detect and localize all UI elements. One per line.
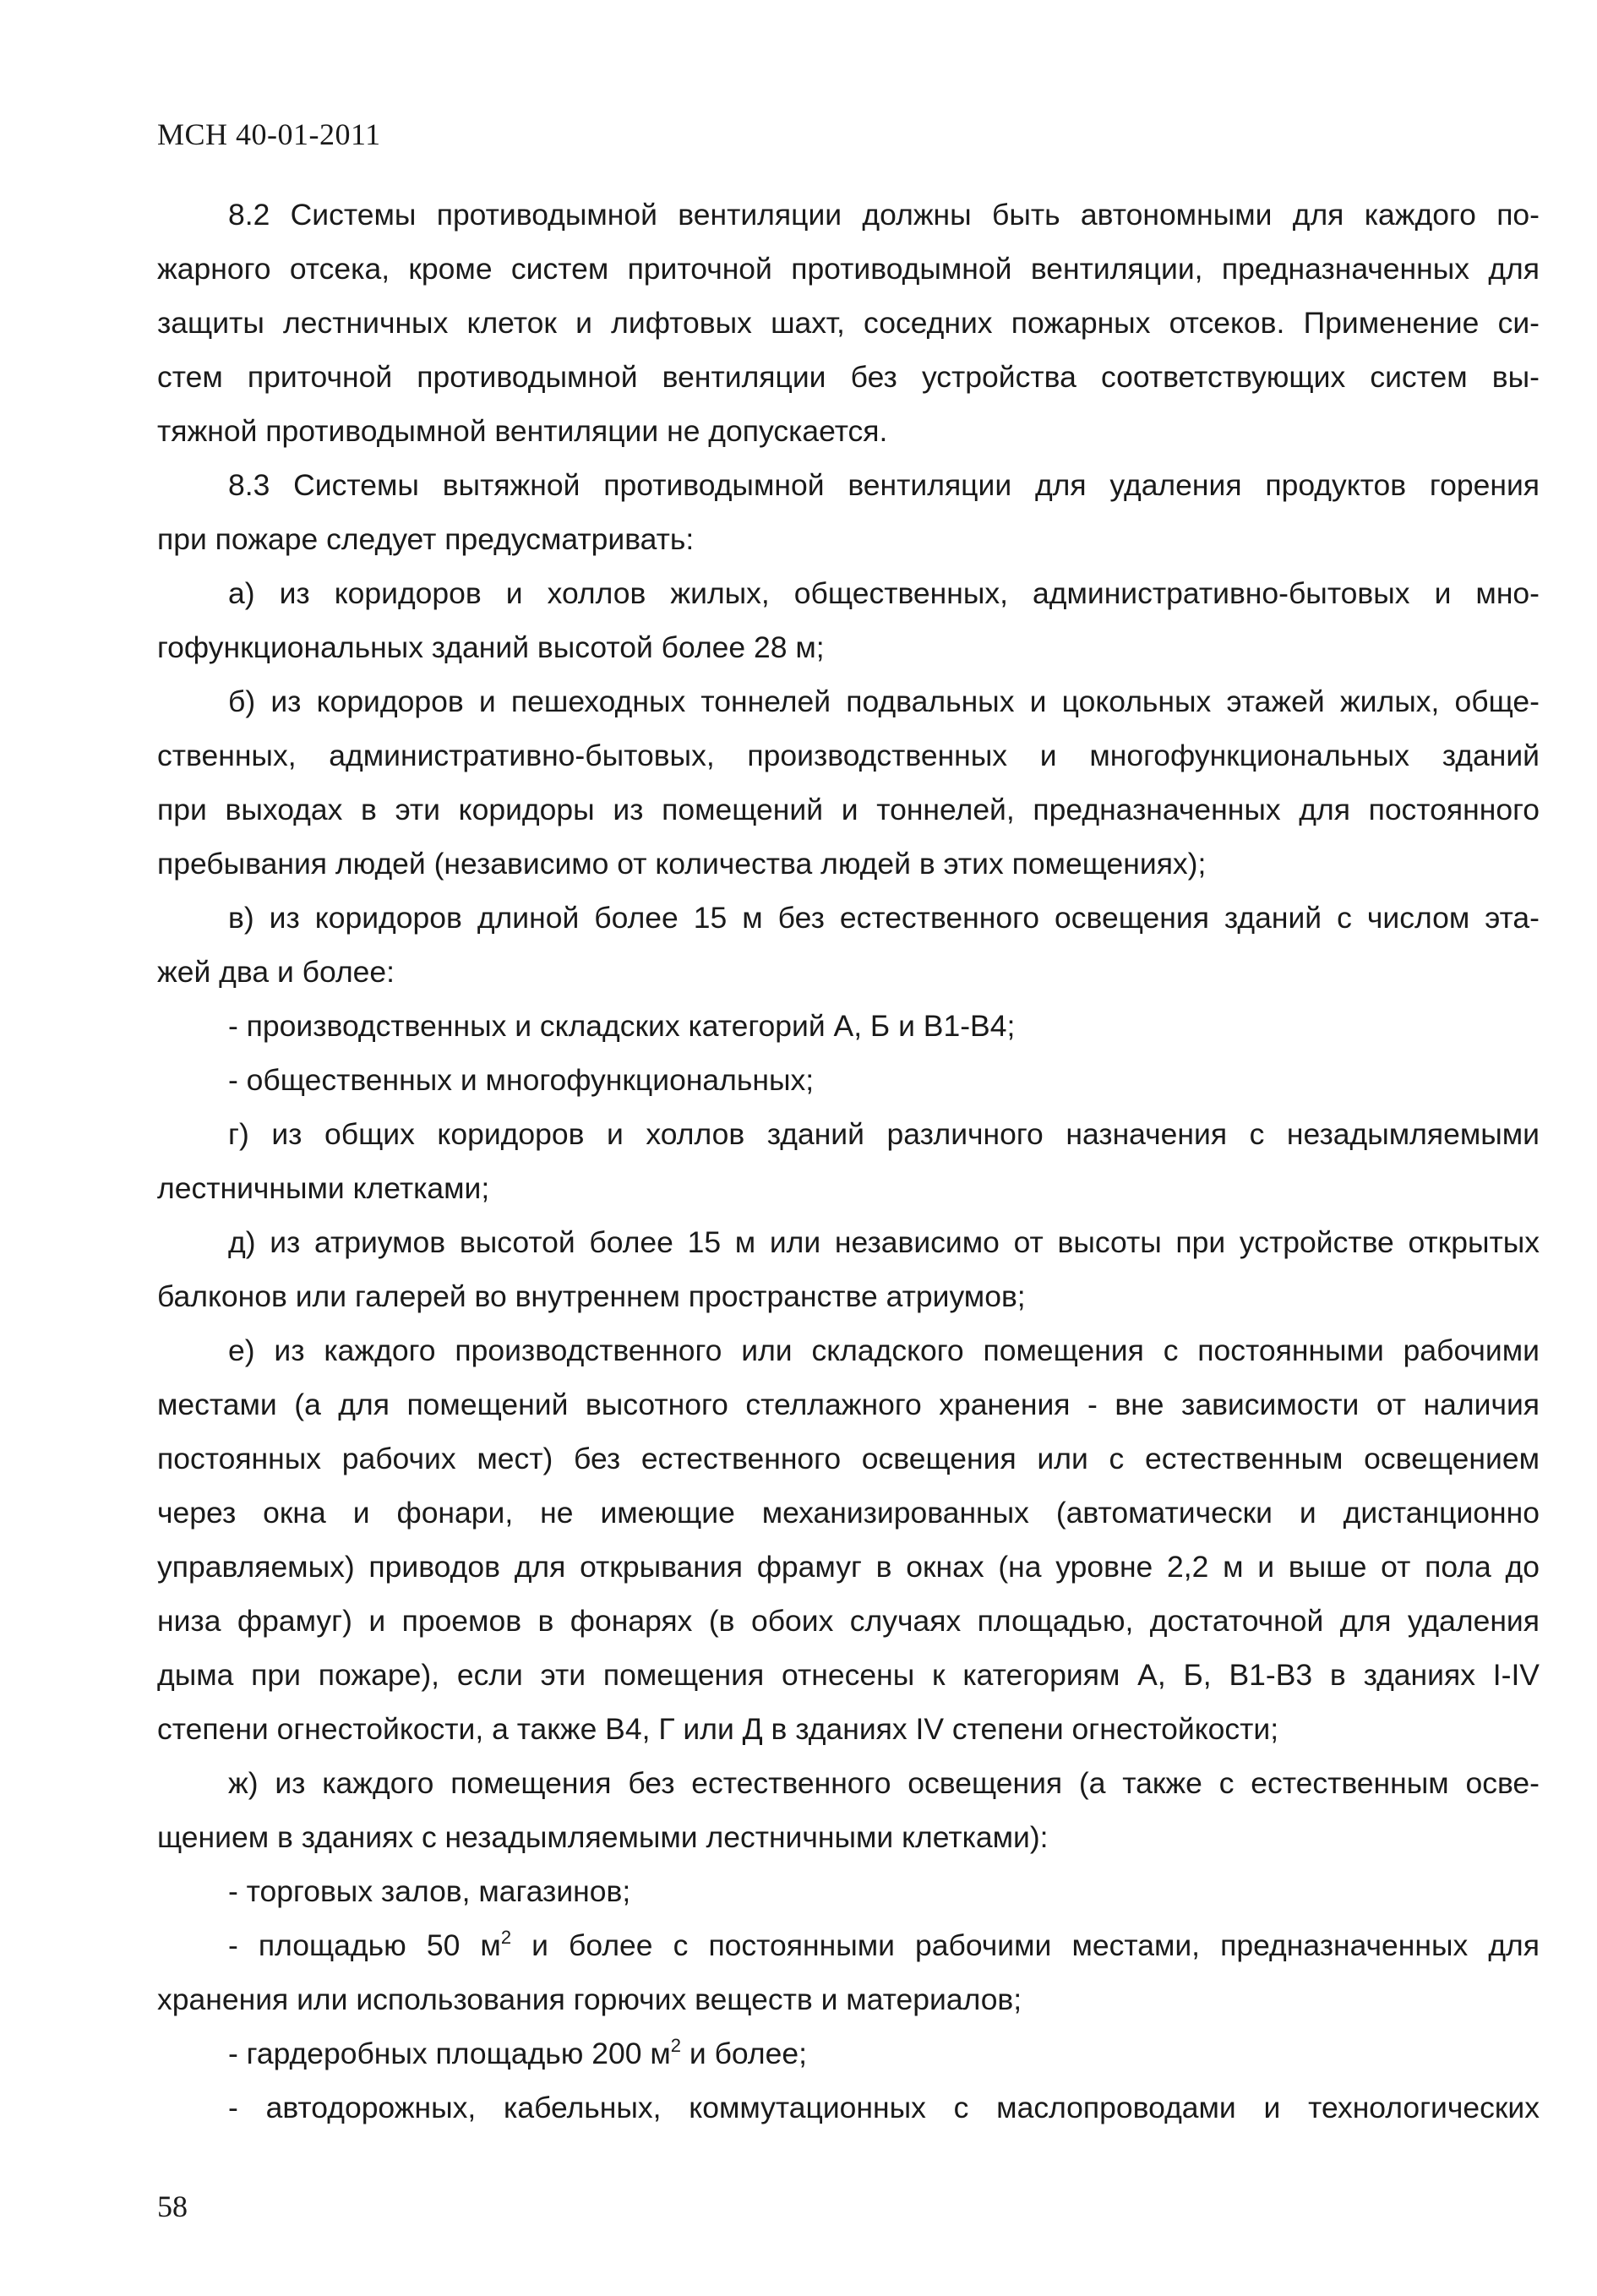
paragraph xyxy=(157,1864,1540,1918)
text-line: б) из коридоров и пешеходных тоннелей подвальных и цокольных этажей жилых, обще- xyxy=(228,684,1540,718)
text-line: е) из каждого производственного или складского помещения с постоянными рабочими xyxy=(228,1333,1540,1367)
text-line: при выходах в эти коридоры из помещений и тоннелей, предназначенных для постоянного xyxy=(157,793,1540,826)
text-fragment: - площадью 50 м xyxy=(228,1928,501,1962)
text-line xyxy=(157,2026,1540,2081)
paragraph-continued xyxy=(157,2081,1540,2135)
text-line: низа фрамуг) и проемов в фонарях (в обоих случаях площадью, достаточной для удаления xyxy=(157,1604,1540,1638)
text-line: хранения или использования горючих веществ и материалов; xyxy=(157,1982,1022,2016)
text-fragment: и более; xyxy=(681,2037,807,2070)
text-line: а) из коридоров и холлов жилых, общественных, административно-бытовых и мно- xyxy=(228,576,1540,610)
text-line: - общественных и многофункциональных; xyxy=(228,1063,815,1097)
text-line: балконов или галерей во внутреннем пространстве атриумов; xyxy=(157,1279,1026,1313)
text-line: через окна и фонари, не имеющие механизированных (автоматически и дистанционно xyxy=(157,1496,1540,1530)
paragraph xyxy=(157,188,1540,458)
text-line: защиты лестничных клеток и лифтовых шахт, соседних пожарных отсеков. Применение си- xyxy=(157,306,1540,340)
text-line: местами (а для помещений высотного стеллажного хранения - вне зависимости от наличия xyxy=(157,1388,1540,1421)
paragraph-area-50 xyxy=(157,1918,1540,2026)
document-code: МСН 40-01-2011 xyxy=(157,117,381,151)
text-line: пребывания людей (независимо от количества людей в этих помещениях); xyxy=(157,847,1207,881)
paragraph xyxy=(157,458,1540,566)
text-line: г) из общих коридоров и холлов зданий различного назначения с незадымляемыми xyxy=(228,1117,1540,1151)
paragraph xyxy=(157,1053,1540,1107)
text-fragment: и более с постоянными рабочими местами, предназначенных для xyxy=(511,1928,1540,1962)
paragraph xyxy=(157,1107,1540,1215)
text-line: дыма при пожаре), если эти помещения отнесены к категориям А, Б, В1-В3 в зданиях I-IV xyxy=(157,1658,1540,1692)
text-line: ственных, административно-бытовых, производственных и многофункциональных зданий xyxy=(157,739,1540,772)
paragraph xyxy=(157,566,1540,674)
text-line: лестничными клетками; xyxy=(157,1171,490,1205)
text-line: щением в зданиях с незадымляемыми лестничными клетками): xyxy=(157,1820,1049,1854)
text-line: тяжной противодымной вентиляции не допускается. xyxy=(157,414,888,448)
text-fragment: - гардеробных площадью 200 м xyxy=(228,2037,671,2070)
text-line: - производственных и складских категорий А, Б и В1-В4; xyxy=(228,1009,1016,1043)
text-line: - автодорожных, кабельных, коммутационных с маслопроводами и технологических xyxy=(228,2091,1540,2124)
text-line: жарного отсека, кроме систем приточной противодымной вентиляции, предназначенных для xyxy=(157,252,1540,286)
paragraph xyxy=(157,891,1540,999)
text-line: гофункциональных зданий высотой более 28 м; xyxy=(157,630,825,664)
text-line: 8.3 Системы вытяжной противодымной вентиляции для удаления продуктов горения xyxy=(228,468,1540,502)
superscript: 2 xyxy=(500,1927,512,1948)
paragraph xyxy=(157,674,1540,891)
text-line: д) из атриумов высотой более 15 м или независимо от высоты при устройстве открытых xyxy=(228,1225,1540,1259)
paragraph xyxy=(157,1323,1540,1756)
text-line: управляемых) приводов для открывания фрамуг в окнах (на уровне 2,2 м и выше от пола до xyxy=(157,1550,1540,1584)
text-line: 8.2 Системы противодымной вентиляции должны быть автономными для каждого по- xyxy=(228,198,1540,232)
paragraph xyxy=(157,999,1540,1053)
text-line: степени огнестойкости, а также В4, Г или Д в зданиях IV степени огнестойкости; xyxy=(157,1712,1279,1746)
text-line: стем приточной противодымной вентиляции без устройства соответствующих систем вы- xyxy=(157,360,1540,394)
paragraph xyxy=(157,1215,1540,1323)
text-line xyxy=(157,1918,1540,1972)
paragraph-wardrobe xyxy=(157,2026,1540,2081)
text-line: постоянных рабочих мест) без естественного освещения или с естественным освещением xyxy=(157,1442,1540,1475)
superscript: 2 xyxy=(670,2035,682,2056)
text-line: ж) из каждого помещения без естественного освещения (а также с естественным осве- xyxy=(228,1766,1540,1800)
document-body xyxy=(157,188,1540,2135)
text-line: в) из коридоров длиной более 15 м без естественного освещения зданий с числом эта- xyxy=(228,901,1540,935)
page-number: 58 xyxy=(157,2190,188,2223)
text-line: при пожаре следует предусматривать: xyxy=(157,522,695,556)
text-line: - торговых залов, магазинов; xyxy=(228,1874,631,1908)
text-line: жей два и более: xyxy=(157,955,395,989)
paragraph xyxy=(157,1756,1540,1864)
